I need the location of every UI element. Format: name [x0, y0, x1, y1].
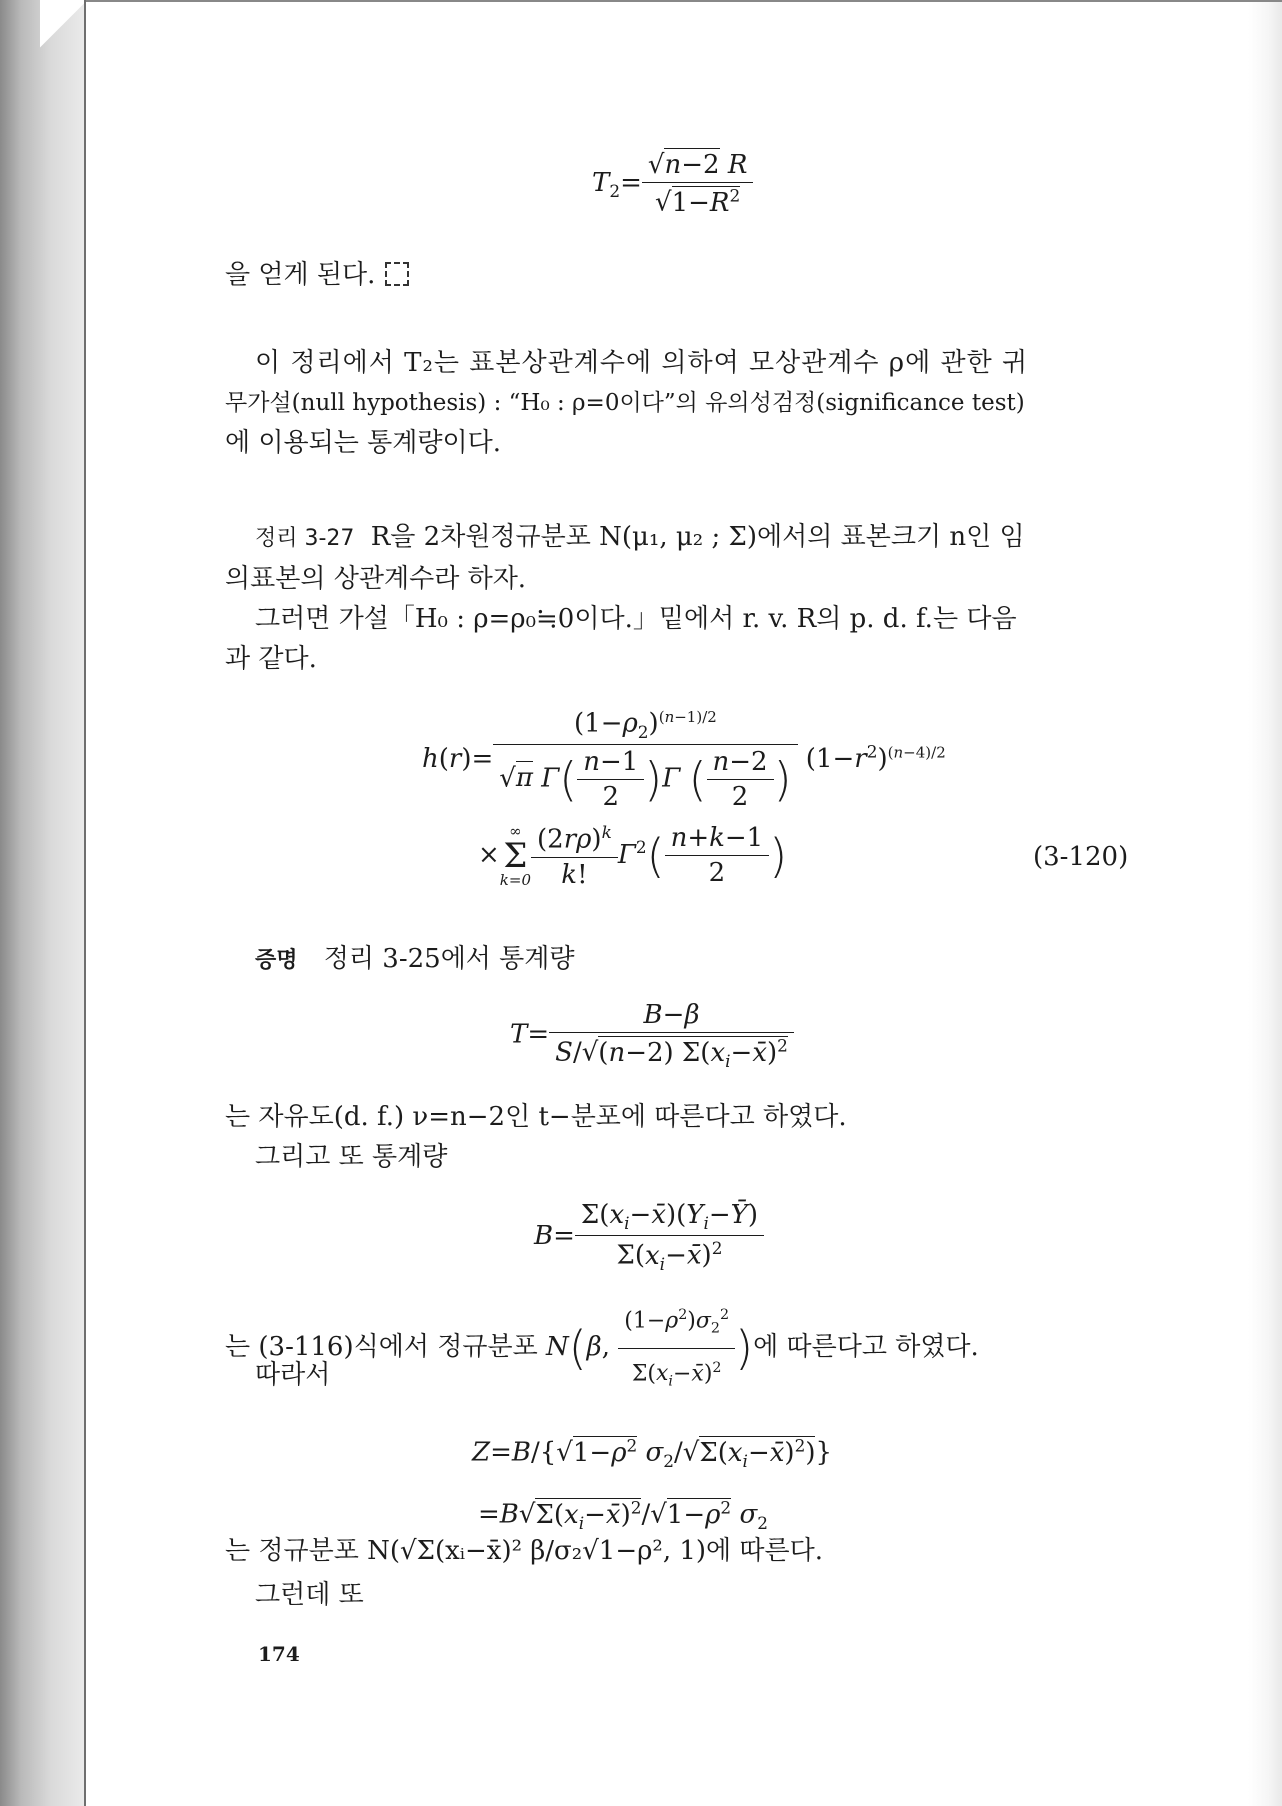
paragraph-1-line-3: 에 이용되는 통계량이다.	[225, 428, 501, 458]
proof-line-2: 는 자유도(d. f.) ν=n−2인 t−분포에 따른다고 하였다.	[225, 1102, 847, 1132]
proof-line-1: 정리 3-25에서 통계량	[323, 944, 575, 974]
equation-number: (3-120)	[1033, 842, 1129, 872]
page-number: 174	[258, 1642, 300, 1666]
theorem-line-3: 그러면 가설「H₀ : ρ=ρ₀≒0이다.」밑에서 r. v. R의 p. d. f.는 다음	[255, 604, 1017, 634]
theorem-line-2: 의표본의 상관계수라 하자.	[225, 564, 527, 594]
proof-line-7: 그런데 또	[255, 1580, 364, 1610]
equation-t: T= $\frac{B-\beta}{S/√(n-2) \Sigma(x_i-x̄)^2}$	[510, 1000, 794, 1071]
proof-line-4-post: 에 따른다고 하였다.	[753, 1332, 979, 1363]
book-corner	[40, 0, 84, 50]
theorem-line-1: R을 2차원정규분포 N(μ₁, μ₂ ; Σ)에서의 표본크기 n인 임	[370, 522, 1025, 552]
paragraph-1	[225, 346, 1145, 460]
equation-series: × ∞ Σ k=0 $\frac{(2r\rho)^k}{k!}$ $\Gamma^2$( $\frac{n+k-1}{2}$ )	[478, 821, 788, 890]
proof-line-5: 따라서	[255, 1360, 331, 1390]
proof-line-4-pre: 는 (3-116)식에서 정규분포	[225, 1332, 538, 1363]
proof-line-3: 그리고 또 통계량	[255, 1142, 448, 1172]
proof-line-1-row	[255, 942, 575, 978]
theorem-label: 정리 3-27	[255, 526, 355, 551]
proof-line-6: 는 정규분포 N(√Σ(xᵢ−x̄)² β/σ₂√1−ρ², 1)에 따른다.	[225, 1536, 824, 1566]
qed-line	[225, 258, 409, 292]
equation-b: B= $\frac{\Sigma(x_i-x̄)(Y_i-Ȳ)}{\Sigma(x_i-x̄)^2}$	[534, 1200, 764, 1274]
paragraph-1-line-2: 무가설(null hypothesis) : “H₀ : ρ=0이다”의 유의성검정(significance test)	[225, 390, 1025, 416]
paragraph-1-line-1: 이 정리에서 T₂는 표본상관계수에 의하여 모상관계수 ρ에 관한 귀	[255, 348, 1029, 378]
theorem-line-4: 과 같다.	[225, 644, 317, 674]
equation-z: $Z=B/\{√1-\rho^2$ $\sigma_2/√\Sigma(x_i-x̄)^2$)} $=B√\Sigma(x_i-x̄)^2/√1-\rho^2$ $\sigma_2$	[472, 1435, 833, 1533]
proof-line-4-row	[225, 1298, 979, 1398]
qed-box-icon	[385, 262, 409, 286]
qed-text: 을 얻게 된다.	[225, 260, 376, 290]
proof-label: 증명	[255, 948, 298, 973]
theorem-3-27	[225, 520, 1155, 676]
equation-h-r: h(r)= $(1-\rho_2)^{(n-1)/2}$ √π Γ( $\frac{n-1}{2}$ )Γ ( $\frac{n-2}{2}$ ) $(1-r^2)^{(n-4)/2}$	[422, 708, 946, 812]
normal-distribution-b: N(β, $\frac{(1-\rho^2)\sigma_2^2}{\Sigma(x_i-x̄)^2}$ )	[546, 1332, 753, 1362]
book-spine	[0, 0, 84, 1806]
equation-t2: $T_2=$ $\frac{√n-2 R}{√1-R^2}$	[592, 150, 753, 218]
